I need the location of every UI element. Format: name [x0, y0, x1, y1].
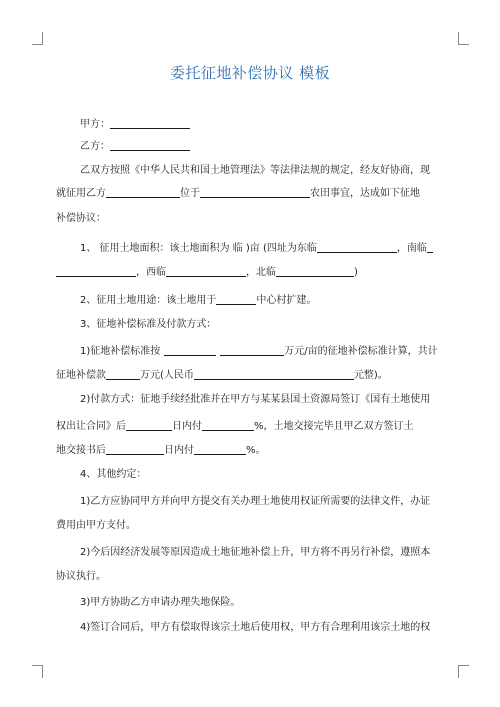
intro-text-2c: 农田事宜，达成如下征地: [310, 188, 420, 199]
crop-mark-bottom-left: [32, 665, 43, 678]
item3-s1-line-2: [56, 368, 416, 383]
item3-s1-text-e: 元整)。: [353, 370, 388, 381]
item3-s2-text-c: 日内付: [172, 421, 202, 432]
item1-line-1: [80, 241, 440, 256]
item3-s2-text-f: 日内付: [164, 445, 194, 456]
item3-s2-line-2: [56, 419, 416, 434]
item3-heading: [80, 318, 440, 332]
item3-s2-text-g: %。: [246, 445, 266, 456]
item3-s2-line-1: [80, 393, 440, 407]
item4-s2-text-a: 2)今后因经济发展等原因造成土地征地补偿上升，甲方将不再另行补偿，遵照本: [80, 547, 431, 558]
item3-days-blank-2[interactable]: [106, 443, 164, 455]
item4-s3-line: [80, 596, 440, 610]
crop-mark-top-right: [458, 32, 469, 45]
item3-total-blank[interactable]: [106, 368, 140, 380]
intro-text-3: 补偿协议：: [56, 213, 106, 224]
item3-s1-line-1: [80, 344, 440, 359]
party-b-blank[interactable]: [110, 139, 190, 151]
item3-rate-blank-2[interactable]: [220, 344, 284, 356]
crop-mark-top-left: [32, 32, 43, 45]
item1-west-blank[interactable]: [166, 265, 246, 277]
intro-text-1: 乙双方按照《中华人民共和国土地管理法》等法律法规的规定，经友好协商，现: [80, 165, 430, 176]
item3-rmb-blank[interactable]: [194, 368, 354, 380]
party-a-line: [80, 117, 440, 132]
item1-text-b: ，南临: [396, 243, 427, 254]
item2-usage-blank[interactable]: [216, 293, 256, 305]
item4-s4-line: [80, 621, 440, 635]
item1-text-a: 1、 征用土地面积：该土地面积为 临 )亩 (四址为东临: [80, 243, 317, 254]
item3-s2-text-a: 2)付款方式：征地手续经批准并在甲方与某某县国土资源局签订《国有土地使用: [80, 394, 431, 405]
party-b-label: 乙方：: [80, 141, 110, 152]
intro-blank-2[interactable]: [200, 186, 310, 198]
item1-text-c: ，西临: [136, 267, 166, 278]
item1-line-2: [56, 265, 416, 280]
item2-text-b: 中心村扩建。: [256, 295, 317, 306]
item3-s2-line-3: [56, 443, 416, 458]
intro-blank-1[interactable]: [106, 186, 180, 198]
item3-percent-blank-2[interactable]: [194, 443, 246, 455]
item4-s4-text: 4)签订合同后，甲方有偿取得该宗土地后使用权，甲方有合理利用该宗土地的权: [80, 622, 431, 633]
item3-s2-text-e: 地交接书后: [56, 445, 106, 456]
item3-s1-text-d: 万元(人民币: [140, 370, 194, 381]
item3-heading-text: 3、征地补偿标准及付款方式：: [80, 319, 217, 330]
intro-line-3: [56, 212, 416, 226]
item4-s2-text-b: 协议执行。: [56, 571, 106, 582]
item1-south-blank-cont[interactable]: [56, 265, 136, 277]
party-a-blank[interactable]: [110, 117, 190, 129]
item3-s2-text-b: 权出让合同》后: [56, 421, 126, 432]
item1-text-d: ，北临: [246, 267, 276, 278]
item2-text-a: 2、征用土地用途：该土地用于: [80, 295, 217, 306]
intro-line-1: [80, 164, 440, 178]
party-b-line: [80, 139, 440, 154]
item4-heading: [80, 468, 440, 482]
item3-s2-text-d: %，土地交接完毕且甲乙双方签订土: [254, 421, 414, 432]
item2-line: [80, 293, 440, 308]
item3-days-blank-1[interactable]: [126, 419, 172, 431]
item1-text-e: ): [354, 267, 358, 278]
item4-s2-line-1: [80, 546, 440, 560]
item4-s2-line-2: [56, 570, 416, 584]
item4-s1-text-a: 1)乙方应协同甲方并向甲方提交有关办理土地使用权证所需要的法律文件，办证: [80, 496, 431, 507]
intro-text-2b: 位于: [180, 188, 200, 199]
item3-s1-text-b: 万元/亩的征地补偿标准计算，共计: [284, 346, 438, 357]
item3-percent-blank-1[interactable]: [202, 419, 254, 431]
document-title: 委托征地补偿协议 模板: [169, 64, 331, 82]
item3-s1-text-c: 征地补偿款: [56, 370, 106, 381]
party-a-label: 甲方：: [80, 119, 110, 130]
crop-mark-bottom-right: [458, 665, 469, 678]
item3-rate-blank-1[interactable]: [164, 344, 216, 356]
item1-south-blank[interactable]: [427, 241, 433, 253]
intro-text-2a: 就征用乙方: [56, 188, 106, 199]
intro-line-2: [56, 186, 420, 201]
item1-east-blank[interactable]: [317, 241, 397, 253]
item3-s1-text-a: 1)征地补偿标准按: [80, 346, 161, 357]
item1-north-blank[interactable]: [276, 265, 354, 277]
item4-heading-text: 4、其他约定：: [80, 469, 147, 480]
item4-s1-text-b: 费用由甲方支付。: [56, 520, 136, 531]
item4-s1-line-2: [56, 519, 416, 533]
item4-s3-text: 3)甲方协助乙方申请办理失地保险。: [80, 597, 241, 608]
item4-s1-line-1: [80, 495, 440, 509]
